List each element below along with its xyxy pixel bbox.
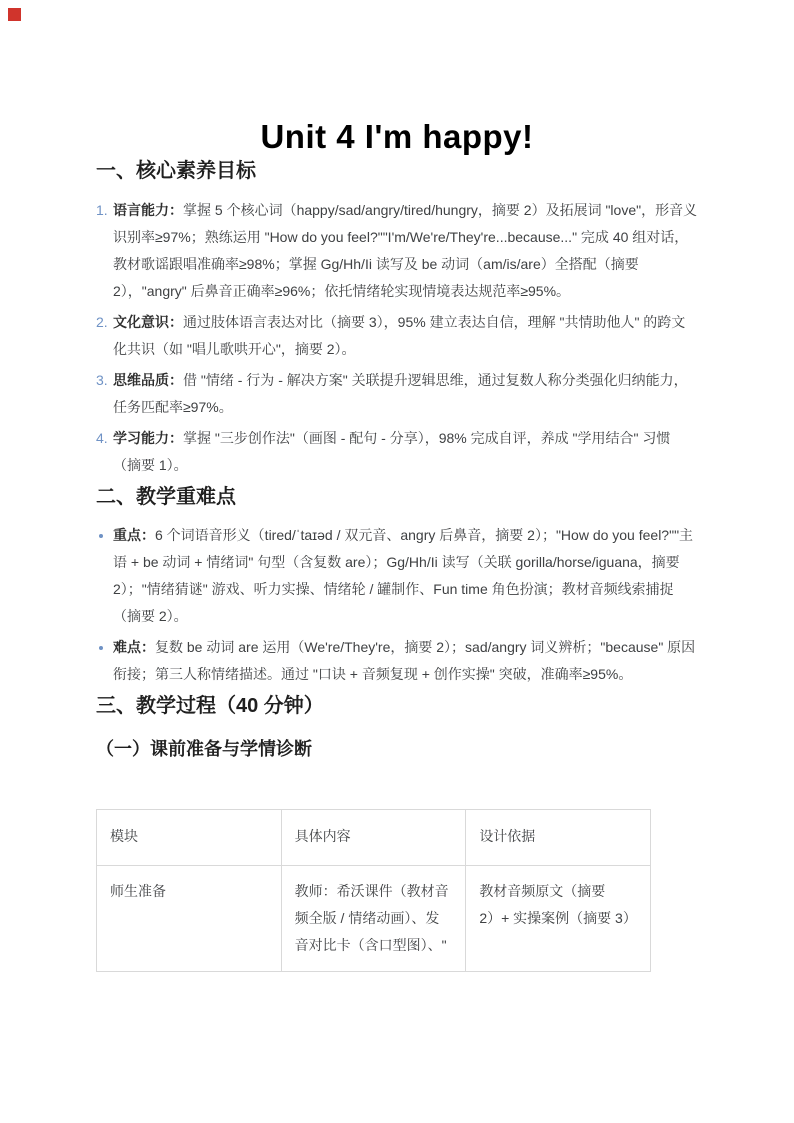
item-text: 掌握 "三步创作法"（画图 - 配句 - 分享），98% 完成自评，养成 "学用结合" 习惯（摘要 1）。 [113, 430, 671, 473]
item-label: 文化意识： [113, 314, 183, 330]
bullet-icon [99, 646, 103, 650]
item-number: 1. [96, 202, 108, 218]
item-number: 3. [96, 372, 108, 388]
document-title: Unit 4 I'm happy! [260, 118, 534, 155]
item-label: 重点： [113, 527, 155, 543]
item-text: 借 "情绪 - 行为 - 解决方案" 关联提升逻辑思维，通过复数人称分类强化归纳能力，任务匹配率≥97%。 [113, 372, 688, 415]
item-text: 通过肢体语言表达对比（摘要 3），95% 建立表达自信，理解 "共情助他人" 的跨文化共识（如 "唱儿歌哄开心"，摘要 2）。 [113, 314, 686, 357]
prep-table [96, 809, 651, 972]
red-marker [8, 8, 21, 21]
section-heading-key-points: 二、教学重难点 [96, 486, 236, 508]
item-number: 2. [96, 314, 108, 330]
list-item [96, 522, 698, 630]
list-item [96, 634, 698, 688]
item-text: 复数 be 动词 are 运用（We're/They're，摘要 2）；sad/angry 词义辨析；"because" 原因衔接；第三人称情绪描述。通过 "口诀 + 音频复现 + 创作实操" 突破，准确率≥95%。 [113, 639, 696, 682]
goals-list [96, 197, 698, 479]
subsection-heading-preparation: （一）课前准备与学情诊断 [96, 739, 312, 759]
list-item [96, 367, 698, 421]
table-row [97, 866, 651, 972]
bullet-icon [99, 534, 103, 538]
key-points-list [96, 522, 698, 688]
item-label: 学习能力： [113, 430, 183, 446]
cell-basis: 教材音频原文（摘要 2）+ 实操案例（摘要 3） [466, 866, 651, 972]
item-label: 思维品质： [113, 372, 183, 388]
table-header-basis: 设计依据 [466, 810, 651, 866]
item-text: 掌握 5 个核心词（happy/sad/angry/tired/hungry，摘要 2）及拓展词 "love"，形音义识别率≥97%；熟练运用 "How do you feel?""I'm/We're/They're...because..." 完成 40 组对话，教材歌谣跟唱准确率≥98%；掌握 Gg/Hh/Ii 读写及 be 动词（am/is/are）全搭配（摘要 2），"angry" 后鼻音正确率≥96%；依托情绪轮实现情境表达规范率≥95%。 [113, 202, 698, 299]
cell-module: 师生准备 [97, 866, 282, 972]
item-label: 语言能力： [113, 202, 183, 218]
item-text: 6 个词语音形义（tired/ˈtaɪəd / 双元音、angry 后鼻音，摘要 2）；"How do you feel?""主语 + be 动词 + 情绪词" 句型（含复数 are）；Gg/Hh/Ii 读写（关联 gorilla/horse/iguana，摘要 2）；"情绪猜谜" 游戏、听力实操、情绪轮 / 罐制作、Fun time 角色扮演；教材音频线索捕捉（摘要 2）。 [113, 527, 694, 624]
table-header-content: 具体内容 [281, 810, 466, 866]
list-item [96, 197, 698, 305]
list-item [96, 425, 698, 479]
item-label: 难点： [113, 639, 155, 655]
section-heading-process: 三、教学过程（40 分钟） [96, 695, 324, 717]
item-number: 4. [96, 430, 108, 446]
cell-content: 教师：希沃课件（教材音频全版 / 情绪动画）、发音对比卡（含口型图）、" [281, 866, 466, 972]
table-header-row [97, 810, 651, 866]
section-heading-core-goals: 一、核心素养目标 [96, 160, 256, 182]
table-header-module: 模块 [97, 810, 282, 866]
list-item [96, 309, 698, 363]
